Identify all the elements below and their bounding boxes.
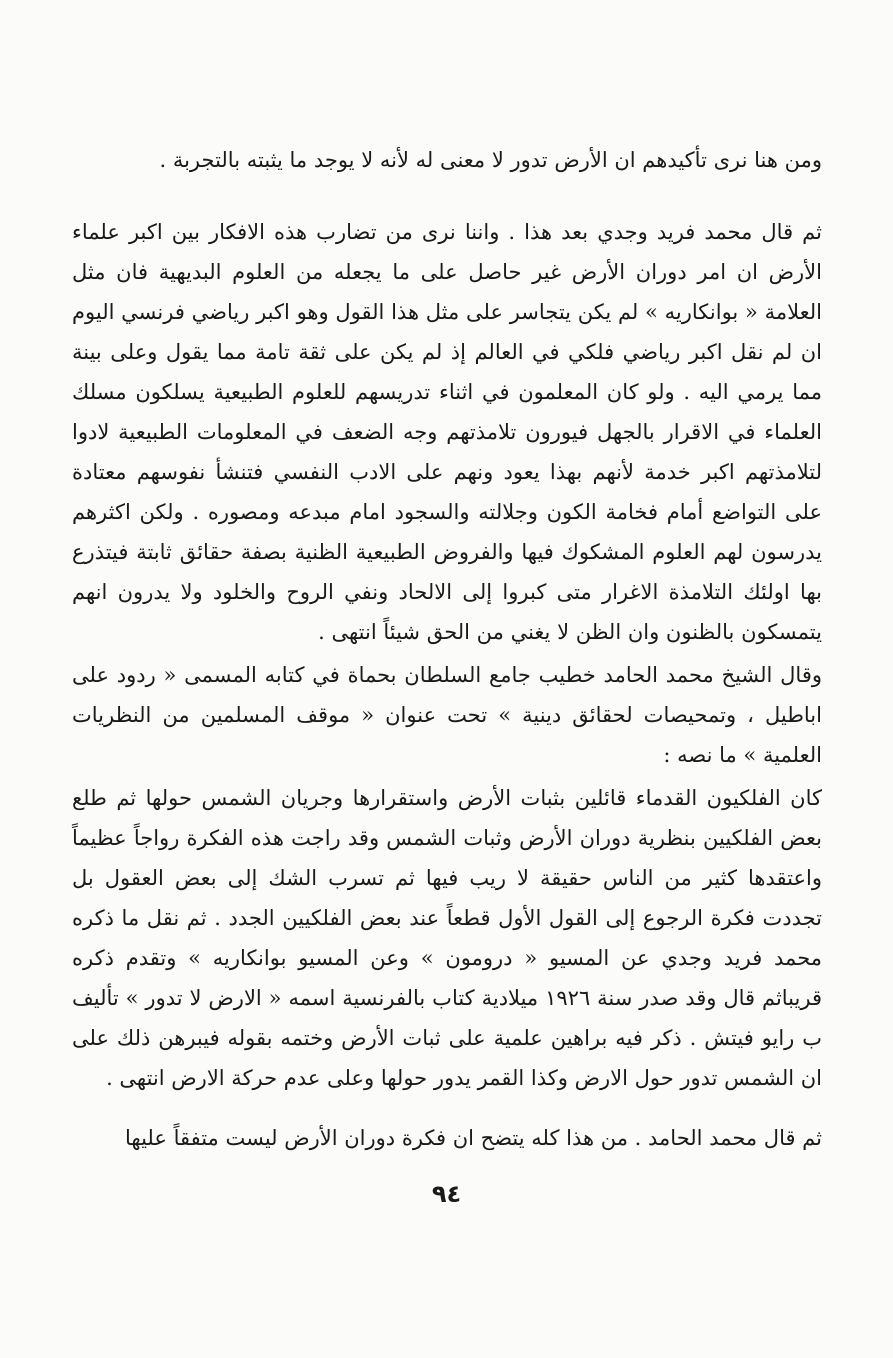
paragraph-text: ثم قال محمد فريد وجدي بعد هذا . واننا نرى من تضارب هذه الافكار بين اكبر علماء الأرض ان امر دوران الأرض غير حاصل على ما يجعله من العلوم البديهية فان مثل العلامة « بوانكاريه » لم يكن يتجاسر على مثل هذا القول وهو اكبر رياضي فرنسي اليوم ان لم نقل اكبر رياضي فلكي في العالم إذ لم يكن على ثقة تامة مما يقول وعلى بينة مما يرمي اليه . ولو كان المعلمون في اثناء تدريسهم للعلوم الطبيعية يسلكون مسلك العلماء في الاقرار بالجهل فيورون تلامذتهم وجه الضعف في المعلومات الطبيعية لادوا لتلامذتهم اكبر خدمة لأنهم بهذا يعود ونهم على الادب النفسي فتنشأ نفوسهم معتادة على التواضع أمام فخامة الكون وجلالته والسجود امام مبدعه ومصوره . ولكن اكثرهم يدرسون لهم العلوم المشكوك فيها والفروض الطبيعية الظنية بصفة حقائق ثابتة فيتذرع بها اولئك التلامذة الاغرار متى كبروا إلى الالحاد ونفي الروح والخلود ولا يدرون انهم يتمسكون بالظنون وان الظن لا يغني من الحق شيئاً انتهى . (72, 220, 822, 644)
paragraph-text: وقال الشيخ محمد الحامد خطيب جامع السلطان بحماة في كتابه المسمى « ردود على اباطيل ، وتمحيصات لحقائق دينية » تحت عنوان « موقف المسلمين من النظريات العلمية » ما نصه : (72, 663, 822, 767)
paragraph-text: كان الفلكيون القدماء قائلين بثبات الأرض واستقرارها وجريان الشمس حولها ثم طلع بعض الفلكيين بنظرية دوران الأرض وثبات الشمس وقد راجت هذه الفكرة رواجاً عظيماً واعتقدها كثير من الناس حقيقة لا ريب فيها ثم تسرب الشك إلى بعض العقول بل تجددت فكرة الرجوع إلى القول الأول قطعاً عند بعض الفلكيين الجدد . ثم نقل ما ذكره محمد فريد وجدي عن المسيو « درومون » وعن المسيو بوانكاريه » وتقدم ذكره قريباثم قال وقد صدر سنة ١٩٢٦ ميلادية كتاب بالفرنسية اسمه « الارض لا تدور » تأليف ب رايو فيتش . ذكر فيه براهين علمية على ثبات الأرض وختمه بقوله فيبرهن ذلك على ان الشمس تدور حول الارض وكذا القمر يدور حولها وعلى عدم حركة الارض انتهى . (72, 786, 822, 1090)
paragraph-5 (72, 1118, 822, 1158)
page-number: ٩٤ (431, 1180, 462, 1208)
paragraph-3 (72, 655, 822, 775)
paragraph-1 (72, 140, 822, 180)
paragraph-text: ومن هنا نرى تأكيدهم ان الأرض تدور لا معنى له لأنه لا يوجد ما يثبته بالتجربة . (159, 148, 822, 172)
paragraph-4-quote (72, 778, 822, 1098)
paragraph-text: ثم قال محمد الحامد . من هذا كله يتضح ان فكرة دوران الأرض ليست متفقاً عليها (125, 1126, 822, 1150)
paragraph-2 (72, 212, 822, 652)
